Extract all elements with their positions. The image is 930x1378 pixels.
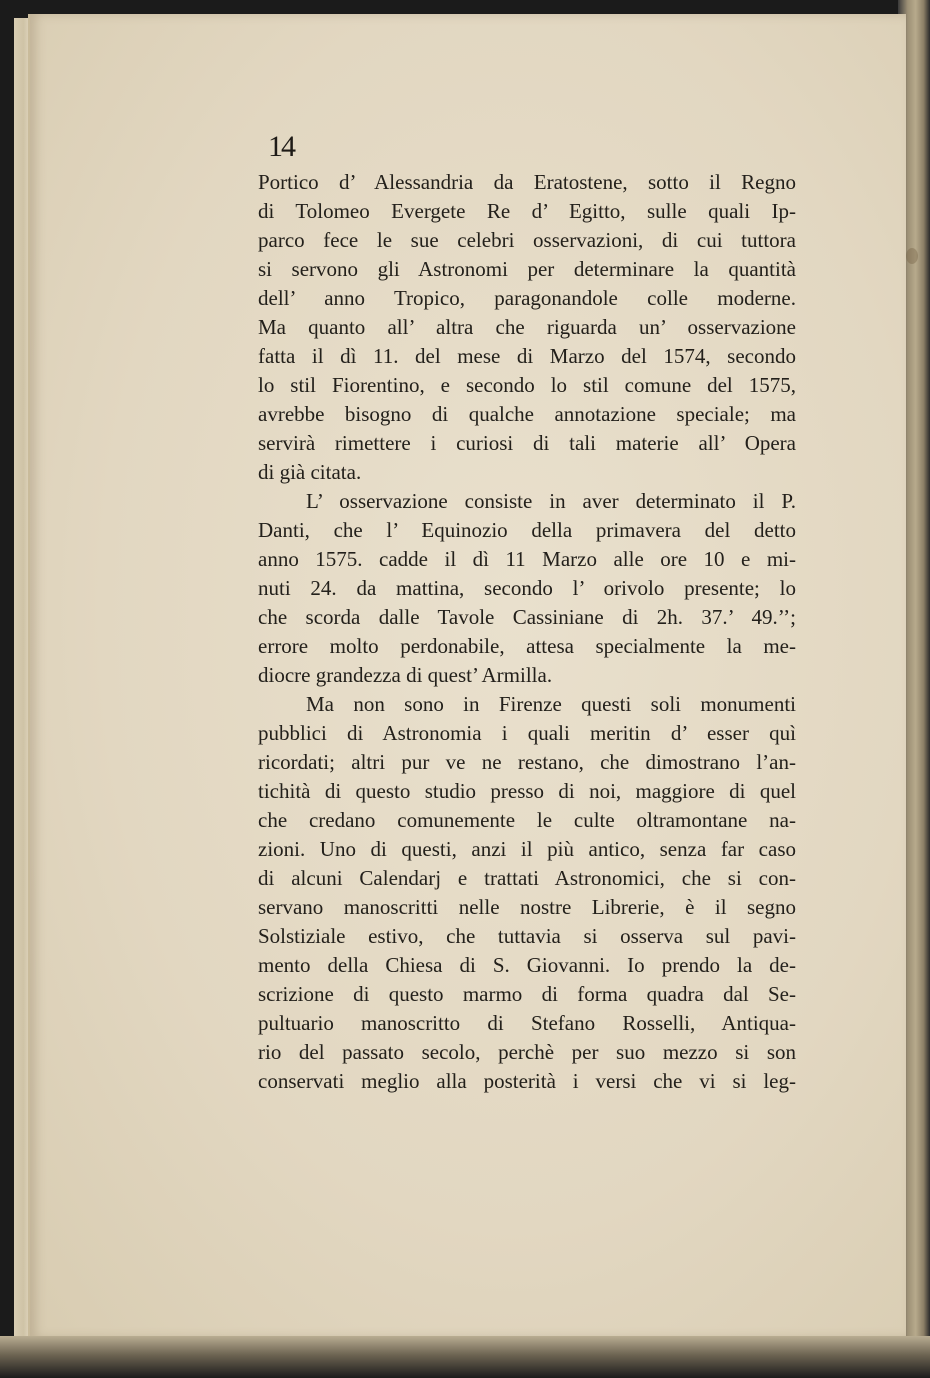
text-line: Solstiziale estivo, che tuttavia si osserva sul pavi- bbox=[258, 924, 796, 948]
text-line: fatta il dì 11. del mese di Marzo del 1574, secondo bbox=[258, 344, 796, 368]
text-line: Ma non sono in Firenze questi soli monumenti bbox=[306, 692, 796, 716]
text-line: lo stil Fiorentino, e secondo lo stil comune del 1575, bbox=[258, 373, 796, 397]
text-line: Danti, che l’ Equinozio della primavera del detto bbox=[258, 518, 796, 542]
body-text bbox=[258, 168, 796, 1096]
text-line: di Tolomeo Evergete Re d’ Egitto, sulle quali Ip- bbox=[258, 199, 796, 223]
text-line: mento della Chiesa di S. Giovanni. Io prendo la de- bbox=[258, 953, 796, 977]
text-line: di alcuni Calendarj e trattati Astronomici, che si con- bbox=[258, 866, 796, 890]
text-line: pultuario manoscritto di Stefano Rosselli, Antiqua- bbox=[258, 1011, 796, 1035]
text-line: errore molto perdonabile, attesa specialmente la me- bbox=[258, 634, 796, 658]
text-line: Ma quanto all’ altra che riguarda un’ osservazione bbox=[258, 315, 796, 339]
text-line: servirà rimettere i curiosi di tali materie all’ Opera bbox=[258, 431, 796, 455]
page-number: 14 bbox=[268, 130, 294, 163]
text-line: scrizione di questo marmo di forma quadra dal Se- bbox=[258, 982, 796, 1006]
text-line: di già citata. bbox=[258, 460, 362, 484]
text-line: dell’ anno Tropico, paragonandole colle moderne. bbox=[258, 286, 796, 310]
text-line: si servono gli Astronomi per determinare la quantità bbox=[258, 257, 796, 281]
text-line: L’ osservazione consiste in aver determinato il P. bbox=[306, 489, 796, 513]
page-bottom-edge bbox=[0, 1336, 930, 1378]
text-line: conservati meglio alla posterità i versi che vi si leg- bbox=[258, 1069, 796, 1093]
text-line: anno 1575. cadde il dì 11 Marzo alle ore 10 e mi- bbox=[258, 547, 796, 571]
text-line: tichità di questo studio presso di noi, maggiore di quel bbox=[258, 779, 796, 803]
text-line: diocre grandezza di quest’ Armilla. bbox=[258, 663, 553, 687]
text-line: nuti 24. da mattina, secondo l’ orivolo presente; lo bbox=[258, 576, 796, 600]
text-line: ricordati; altri pur ve ne restano, che dimostrano l’an- bbox=[258, 750, 796, 774]
text-line: avrebbe bisogno di qualche annotazione speciale; ma bbox=[258, 402, 796, 426]
ink-smudge bbox=[906, 248, 918, 264]
text-line: zioni. Uno di questi, anzi il più antico, senza far caso bbox=[258, 837, 796, 861]
text-line: Portico d’ Alessandria da Eratostene, sotto il Regno bbox=[258, 170, 796, 194]
text-line: rio del passato secolo, perchè per suo mezzo si son bbox=[258, 1040, 796, 1064]
text-line: che scorda dalle Tavole Cassiniane di 2h. 37.’ 49.’’; bbox=[258, 605, 796, 629]
text-line: servano manoscritti nelle nostre Librerie, è il segno bbox=[258, 895, 796, 919]
text-line: parco fece le sue celebri osservazioni, di cui tuttora bbox=[258, 228, 796, 252]
text-line: pubblici di Astronomia i quali meritin d’ esser quì bbox=[258, 721, 796, 745]
text-line: che credano comunemente le culte oltramontane na- bbox=[258, 808, 796, 832]
